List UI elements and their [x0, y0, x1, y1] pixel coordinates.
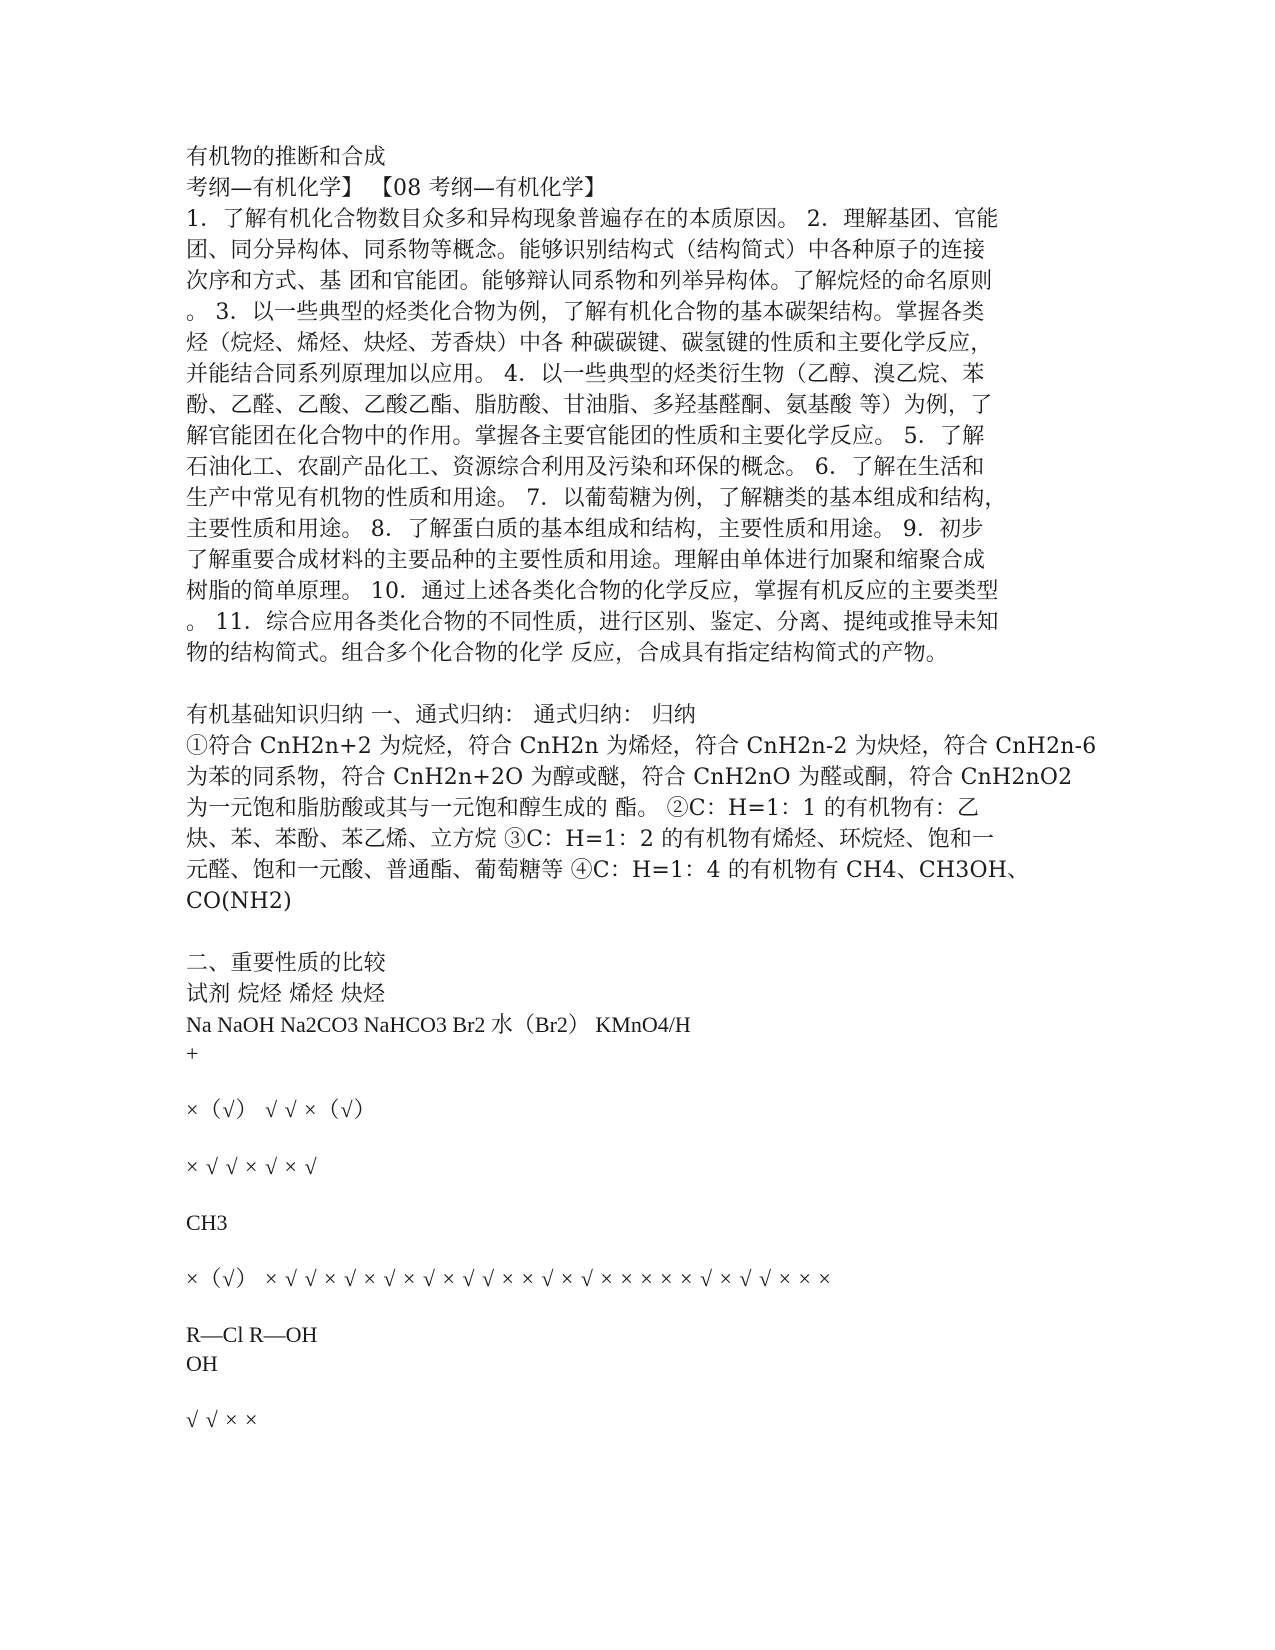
result-row: ×（√） × √ √ × √ × √ × √ × √ √ × × √ × √ × × × × × √ × √ √ × × × — [186, 1266, 832, 1291]
syllabus-paragraph — [186, 204, 1086, 669]
formula-line: CO(NH2) — [186, 889, 292, 914]
syllabus-line: 烃（烷烃、烯烃、炔烃、芳香炔）中各 种碳碳键、碳氢键的性质和主要化学反应， — [186, 331, 993, 356]
result-row: √ √ × × — [186, 1407, 259, 1432]
table-header: 试剂 烷烃 烯烃 炔烃 — [186, 982, 386, 1007]
syllabus-line: 主要性质和用途。 8．了解蛋白质的基本组成和结构，主要性质和用途。 9．初步 — [186, 517, 984, 542]
formula-paragraph — [186, 731, 1097, 917]
syllabus-line: 石油化工、农副产品化工、资源综合利用及污染和环保的概念。 6．了解在生活和 — [186, 455, 985, 480]
doc-subtitle: 考纲—有机化学】 【08 考纲—有机化学】 — [186, 176, 607, 201]
spacer — [186, 1125, 1086, 1151]
formula-line: ①符合 CnH2n+2 为烷烃，符合 CnH2n 为烯烃，符合 CnH2n-2 为炔烃，符合 CnH2n-6 — [186, 734, 1097, 759]
syllabus-line: 团、同分异构体、同系物等概念。能够识别结构式（结构简式）中各种原子的连接 — [186, 238, 986, 263]
syllabus-line: 了解重要合成材料的主要品种的主要性质和用途。理解由单体进行加聚和缩聚合成 — [186, 548, 986, 573]
reagents-continuation: + — [186, 1041, 199, 1066]
spacer — [186, 1294, 1086, 1320]
syllabus-line: 酚、乙醛、乙酸、乙酸乙酯、脂肪酸、甘油脂、多羟基醛酮、氨基酸 等）为例，了 — [186, 393, 993, 418]
syllabus-line: 生产中常见有机物的性质和用途。 7．以葡萄糖为例，了解糖类的基本组成和结构， — [186, 486, 1007, 511]
spacer — [186, 1068, 1086, 1094]
result-row: × √ √ × √ × √ — [186, 1154, 318, 1179]
formula-line: 炔、苯、苯酚、苯乙烯、立方烷 ③C：H=1：2 的有机物有烯烃、环烷烃、饱和一 — [186, 827, 995, 852]
syllabus-line: 。 3．以一些典型的烃类化合物为例，了解有机化合物的基本碳架结构。掌握各类 — [186, 300, 985, 325]
doc-title: 有机物的推断和合成 — [186, 145, 386, 170]
section1-heading: 有机基础知识归纳 一、通式归纳： 通式归纳： 归纳 — [186, 703, 696, 728]
syllabus-line: 物的结构简式。组合多个化合物的化学 反应，合成具有指定结构简式的产物。 — [186, 641, 948, 666]
spacer — [186, 917, 1086, 948]
syllabus-line: 树脂的简单原理。 10．通过上述各类化合物的化学反应，掌握有机反应的主要类型 — [186, 579, 999, 604]
document-page — [186, 142, 1097, 1435]
spacer — [186, 1182, 1086, 1208]
formula-line: 为一元饱和脂肪酸或其与一元饱和醇生成的 酯。 ②C：H=1：1 的有机物有：乙 — [186, 796, 980, 821]
formula-line: 元醛、饱和一元酸、普通酯、葡萄糖等 ④C：H=1：4 的有机物有 CH4、CH3OH、 — [186, 858, 1030, 883]
reagents-line: Na NaOH Na2CO3 NaHCO3 Br2 水（Br2） KMnO4/H — [186, 1012, 691, 1037]
syllabus-line: 1．了解有机化合物数目众多和异构现象普遍存在的本质原因。 2．理解基团、官能 — [186, 207, 999, 232]
syllabus-line: 。 11．综合应用各类化合物的不同性质，进行区别、鉴定、分离、提纯或推导未知 — [186, 610, 999, 635]
formula-line: 为苯的同系物，符合 CnH2n+2O 为醇或醚，符合 CnH2nO 为醛或酮，符合 CnH2nO2 — [186, 765, 1073, 790]
spacer — [186, 669, 1086, 700]
spacer — [186, 1378, 1086, 1404]
syllabus-line: 次序和方式、基 团和官能团。能够辩认同系物和列举异构体。了解烷烃的命名原则 — [186, 269, 993, 294]
syllabus-line: 解官能团在化合物中的作用。掌握各主要官能团的性质和主要化学反应。 5．了解 — [186, 424, 985, 449]
result-row: ×（√） √ √ ×（√） — [186, 1097, 377, 1122]
oh-label: OH — [186, 1351, 218, 1376]
spacer — [186, 1237, 1086, 1263]
rcl-roh-label: R—Cl R—OH — [186, 1322, 318, 1347]
section2-heading: 二、重要性质的比较 — [186, 951, 386, 976]
ch3-label: CH3 — [186, 1210, 228, 1235]
syllabus-line: 并能结合同系列原理加以应用。 4．以一些典型的烃类衍生物（乙醇、溴乙烷、苯 — [186, 362, 985, 387]
